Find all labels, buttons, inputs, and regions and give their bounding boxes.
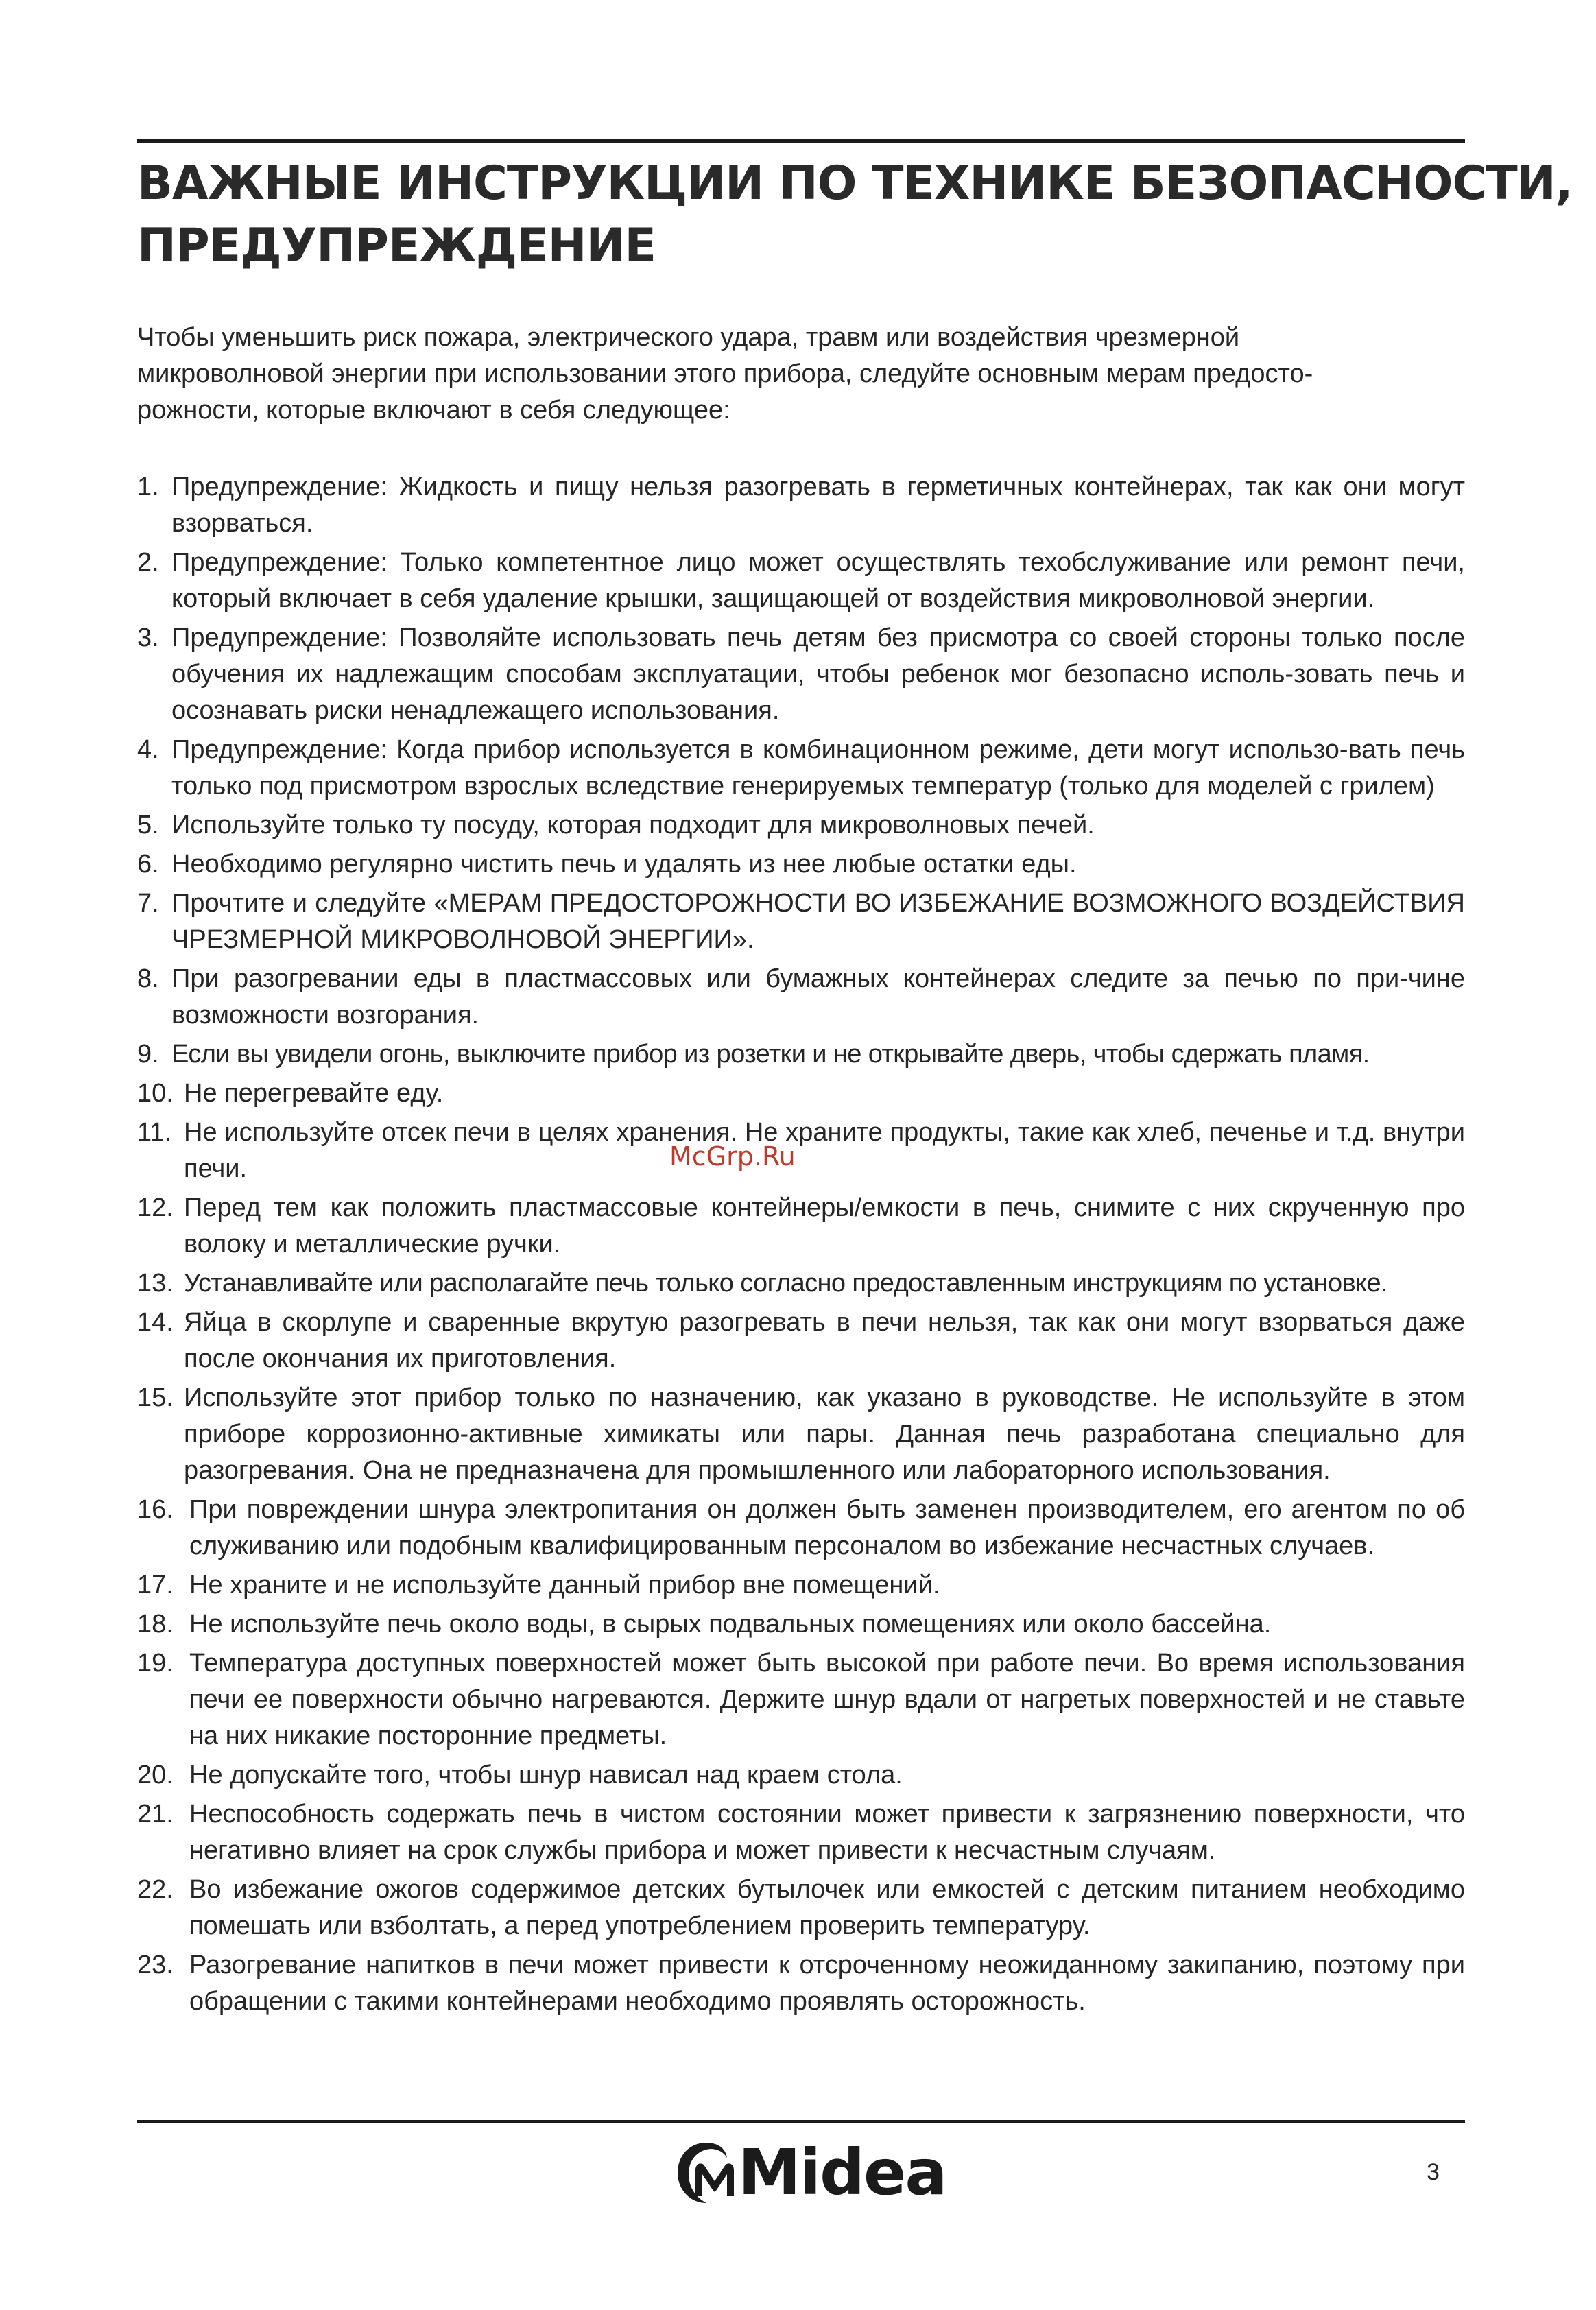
item-text: Используйте только ту посуду, которая подходит для микроволновых печей. bbox=[171, 811, 1095, 840]
bottom-rule bbox=[137, 2120, 1465, 2123]
list-item bbox=[137, 1757, 1465, 1794]
list-item bbox=[137, 1265, 1465, 1302]
list-item bbox=[137, 961, 1465, 1034]
item-text: При повреждении шнура электропитания он должен быть заменен производителем, его агентом по об служиванию или подобным квалифицированным персоналом во избежание несчастных случаев. bbox=[189, 1495, 1465, 1560]
item-number: 21. bbox=[137, 1800, 174, 1829]
intro-line-2: микроволновой энергии при использовании этого прибора, следуйте основным мерам предосто- bbox=[137, 359, 1313, 388]
item-number: 4. bbox=[137, 735, 159, 764]
list-item bbox=[137, 1190, 1465, 1263]
list-item bbox=[137, 1872, 1465, 1944]
item-text: Необходимо регулярно чистить печь и удалять из нее любые остатки еды. bbox=[171, 850, 1077, 879]
list-item bbox=[137, 1380, 1465, 1489]
item-text: Предупреждение: Когда прибор используется в комбинационном режиме, дети могут использо-вать печь только под присмотром взрослых вследствие генерируемых температур (только для моделей с грилем) bbox=[171, 735, 1465, 800]
list-item bbox=[137, 545, 1465, 617]
item-text: Яйца в скорлупе и сваренные вкрутую разогревать в печи нельзя, так как они могут взорваться даже после окончания их приготовления. bbox=[184, 1308, 1465, 1373]
item-number: 19. bbox=[137, 1649, 174, 1678]
item-text: При разогревании еды в пластмассовых или бумажных контейнерах следите за печью по при-чине возможности возгорания. bbox=[171, 964, 1465, 1029]
watermark-text: McGrp.Ru bbox=[669, 1141, 796, 1171]
page-number: 3 bbox=[1427, 2159, 1440, 2185]
item-number: 5. bbox=[137, 811, 159, 840]
item-number: 2. bbox=[137, 548, 159, 577]
item-number: 16. bbox=[137, 1495, 174, 1524]
brand-name: Midea bbox=[738, 2136, 946, 2209]
item-number: 15. bbox=[137, 1383, 174, 1412]
item-number: 17. bbox=[137, 1571, 174, 1599]
item-number: 8. bbox=[137, 964, 159, 993]
intro-line-3: рожности, которые включают в себя следующее: bbox=[137, 396, 730, 425]
item-number: 6. bbox=[137, 850, 159, 879]
item-number: 14. bbox=[137, 1308, 174, 1337]
item-number: 10. bbox=[137, 1079, 174, 1108]
list-item bbox=[137, 620, 1465, 729]
item-number: 18. bbox=[137, 1610, 174, 1639]
item-number: 23. bbox=[137, 1951, 174, 1979]
list-item bbox=[137, 1075, 1465, 1112]
item-number: 1. bbox=[137, 473, 159, 501]
item-text: Предупреждение: Позволяйте использовать печь детям без присмотра со своей стороны только после обучения их надлежащим способам эксплуатации, чтобы ребенок мог безопасно исполь-зовать печь и осознавать риски ненадлежащего использования. bbox=[171, 623, 1465, 725]
safety-instructions-list bbox=[137, 469, 1465, 2023]
item-text: Не допускайте того, чтобы шнур нависал над краем стола. bbox=[189, 1761, 903, 1789]
list-item bbox=[137, 1947, 1465, 2020]
list-item bbox=[137, 469, 1465, 542]
item-text: Во избежание ожогов содержимое детских бутылочек или емкостей с детским питанием необходимо помешать или взболтать, а перед употреблением проверить температуру. bbox=[189, 1875, 1465, 1940]
list-item bbox=[137, 1606, 1465, 1643]
list-item bbox=[137, 1036, 1465, 1073]
item-number: 12. bbox=[137, 1193, 174, 1222]
list-item bbox=[137, 1796, 1465, 1869]
item-text: Предупреждение: Жидкость и пищу нельзя разогревать в герметичных контейнерах, так как они могут взорваться. bbox=[171, 473, 1465, 538]
item-text: Не используйте печь около воды, в сырых подвальных помещениях или около бассейна. bbox=[189, 1610, 1272, 1639]
item-text: Не используйте отсек печи в целях хранения. Не храните продукты, такие как хлеб, печенье и т.д. внутри печи. bbox=[184, 1118, 1465, 1183]
item-number: 20. bbox=[137, 1761, 174, 1789]
item-text: Предупреждение: Только компетентное лицо может осуществлять техобслуживание или ремонт печи, который включает в себя удаление крышки, защищающей от воздействия микроволновой энергии. bbox=[171, 548, 1465, 613]
list-item bbox=[137, 846, 1465, 883]
intro-paragraph bbox=[137, 320, 1465, 429]
item-number: 9. bbox=[137, 1040, 159, 1069]
list-item bbox=[137, 1492, 1465, 1564]
item-text: Разогревание напитков в печи может привести к отсроченному неожиданному закипанию, поэтому при обращении с такими контейнерами необходимо проявлять осторожность. bbox=[189, 1951, 1465, 2016]
top-rule bbox=[137, 139, 1465, 143]
item-text: Прочтите и следуйте «МЕРАМ ПРЕДОСТОРОЖНОСТИ ВО ИЗБЕЖАНИЕ ВОЗМОЖНОГО ВОЗДЕЙСТВИЯ ЧРЕЗМЕРНОЙ МИКРОВОЛНОВОЙ ЭНЕРГИИ». bbox=[171, 889, 1465, 954]
list-item bbox=[137, 732, 1465, 805]
page-title-line-2: ПРЕДУПРЕЖДЕНИЕ bbox=[137, 219, 656, 273]
item-text: Неспособность содержать печь в чистом состоянии может привести к загрязнению поверхности, что негативно влияет на срок службы прибора и может привести к несчастным случаям. bbox=[189, 1800, 1465, 1865]
item-number: 22. bbox=[137, 1875, 174, 1904]
item-number: 13. bbox=[137, 1269, 174, 1298]
item-text: Используйте этот прибор только по назначению, как указано в руководстве. Не используйте в этом приборе коррозионно-активные химикаты или пары. Данная печь разработана специально для разогревания. Она не предназначена для промышленного или лабораторного использования. bbox=[184, 1383, 1465, 1485]
list-item bbox=[137, 807, 1465, 844]
brand-logo bbox=[675, 2136, 946, 2209]
item-number: 11. bbox=[137, 1118, 172, 1147]
item-text: Перед тем как положить пластмассовые контейнеры/емкости в печь, снимите с них скрученную про волоку и металлические ручки. bbox=[184, 1193, 1465, 1259]
item-text: Температура доступных поверхностей может быть высокой при работе печи. Во время использования печи ее поверхности обычно нагреваются. Держите шнур вдали от нагретых поверхностей и не ставьте на них никакие посторонние предметы. bbox=[189, 1649, 1465, 1750]
item-number: 3. bbox=[137, 623, 159, 652]
list-item bbox=[137, 1567, 1465, 1604]
intro-line-1: Чтобы уменьшить риск пожара, электрического удара, травм или воздействия чрезмерной bbox=[137, 323, 1240, 352]
page-title-line-1: ВАЖНЫЕ ИНСТРУКЦИИ ПО ТЕХНИКЕ БЕЗОПАСНОСТИ, bbox=[137, 156, 1573, 211]
item-number: 7. bbox=[137, 889, 159, 918]
midea-swirl-icon bbox=[675, 2139, 738, 2207]
list-item bbox=[137, 1115, 1465, 1187]
list-item bbox=[137, 1645, 1465, 1754]
page-title bbox=[137, 152, 1573, 277]
item-text: Устанавливайте или располагайте печь только согласно предоставленным инструкциям по установке. bbox=[184, 1269, 1388, 1298]
item-text: Не храните и не используйте данный прибор вне помещений. bbox=[189, 1571, 940, 1599]
item-text: Не перегревайте еду. bbox=[184, 1079, 444, 1108]
item-text: Если вы увидели огонь, выключите прибор из розетки и не открывайте дверь, чтобы сдержать пламя. bbox=[171, 1040, 1370, 1069]
list-item bbox=[137, 885, 1465, 958]
list-item bbox=[137, 1305, 1465, 1377]
